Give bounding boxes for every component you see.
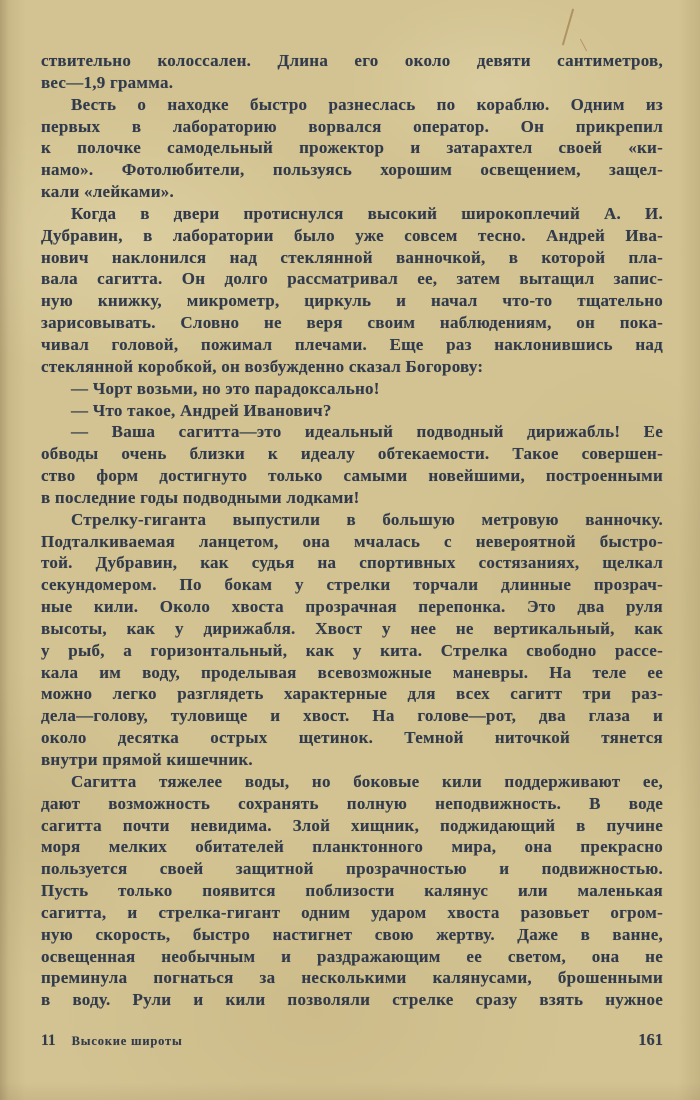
text-line: намо». Фотолюбители, пользуясь хорошим освещением, защел- <box>41 160 663 180</box>
text-line: зарисовывать. Словно не веря своим наблюдениям, он пока- <box>41 313 663 333</box>
text-line: — Что такое, Андрей Иванович? <box>71 400 332 420</box>
text-line: — Ваша сагитта—это идеальный подводный дирижабль! Ее <box>71 422 663 442</box>
text-line: дают возможность сохранять полную неподвижность. В воде <box>41 793 663 813</box>
text-line: можно легко разглядеть характерные для всех сагитт три раз- <box>41 684 663 704</box>
text-line: моря мелких обитателей планктонного мира, она прекрасно <box>41 837 663 857</box>
paper-fiber <box>562 8 574 45</box>
text-line: в последние годы подводными лодками! <box>41 487 360 507</box>
text-line: ную скорость, быстро настигнет свою жертву. Даже в ванне, <box>41 924 663 944</box>
text-line: преминула погнаться за несколькими калянусами, брошенными <box>41 968 663 988</box>
text-line: Дубравин, в лаборатории было уже совсем тесно. Андрей Ива- <box>41 225 663 245</box>
text-line: чивал головой, пожимал плечами. Еще раз наклонившись над <box>41 334 663 354</box>
page-text <box>41 50 663 1011</box>
text-line: Пусть только появится поблизости калянус или маленькая <box>41 881 663 901</box>
text-line: сагитта почти невидима. Злой хищник, поджидающий в пучине <box>41 815 663 835</box>
text-line: обводы очень близки к идеалу обтекаемости. Такое совершен- <box>41 444 663 464</box>
running-title: Высокие широты <box>71 1034 183 1048</box>
text-line: к полочке самодельный прожектор и затарахтел своей «ки- <box>41 138 663 158</box>
text-line: Когда в двери протиснулся высокий широкоплечий А. И. <box>71 203 663 223</box>
text-line: Подталкиваемая ланцетом, она мчалась с невероятной быстро- <box>41 531 663 551</box>
text-line: высоты, как у дирижабля. Хвост у нее не вертикальный, как <box>41 618 663 638</box>
text-line: ную книжку, микрометр, циркуль и начал что-то тщательно <box>41 291 663 311</box>
text-line: Стрелку-гиганта выпустили в большую метровую ванночку. <box>71 509 663 529</box>
text-line: Сагитта тяжелее воды, но боковые кили поддерживают ее, <box>71 771 663 791</box>
text-line: в воду. Рули и кили позволяли стрелке сразу взять нужное <box>41 990 663 1010</box>
signature-number: 11 <box>41 1032 56 1049</box>
text-line: вес—1,9 грамма. <box>41 72 174 92</box>
text-line: стеклянной коробкой, он возбужденно сказал Богорову: <box>41 356 484 376</box>
text-line: кали «лейками». <box>41 182 175 202</box>
text-line: сагитта, и стрелка-гигант одним ударом хвоста разовьет огром- <box>41 902 663 922</box>
text-line: у рыб, а горизонтальный, как у кита. Стрелка свободно рассе- <box>41 640 663 660</box>
text-line: ные кили. Около хвоста прозрачная перепонка. Это два руля <box>41 597 663 617</box>
text-line: ство форм достигнуто только самыми новейшими, построенными <box>41 466 663 486</box>
text-line: пользуется своей защитной прозрачностью и подвижностью. <box>41 859 663 879</box>
text-line: секундомером. По бокам у стрелки торчали длинные прозрач- <box>41 575 663 595</box>
text-line: — Чорт возьми, но это парадоксально! <box>71 378 380 398</box>
text-line: нович наклонился над стеклянной ванночкой, в которой пла- <box>41 247 663 267</box>
text-line: той. Дубравин, как судья на спортивных состязаниях, щелкал <box>41 553 663 573</box>
text-line: Весть о находке быстро разнеслась по кораблю. Одним из <box>71 94 663 114</box>
text-line: вала сагитта. Он долго рассматривал ее, затем вытащил запис- <box>41 269 663 289</box>
text-line: ствительно колоссален. Длина его около девяти сантиметров, <box>41 51 663 70</box>
text-line: освещенная необычным и раздражающим ее светом, она не <box>41 946 663 966</box>
page-footer <box>41 1030 663 1050</box>
text-line: кала им воду, проделывая всевозможные маневры. На теле ее <box>41 662 663 682</box>
footer-signature-group <box>41 1032 183 1050</box>
text-line: первых в лабораторию ворвался оператор. Он прикрепил <box>41 116 663 136</box>
page-number: 161 <box>638 1030 663 1049</box>
text-line: около десятка острых щетинок. Темной ниточкой тянется <box>41 728 663 748</box>
text-line: внутри прямой кишечник. <box>41 750 253 769</box>
text-line: дела—голову, туловище и хвост. На голове—рот, два глаза и <box>41 706 663 726</box>
